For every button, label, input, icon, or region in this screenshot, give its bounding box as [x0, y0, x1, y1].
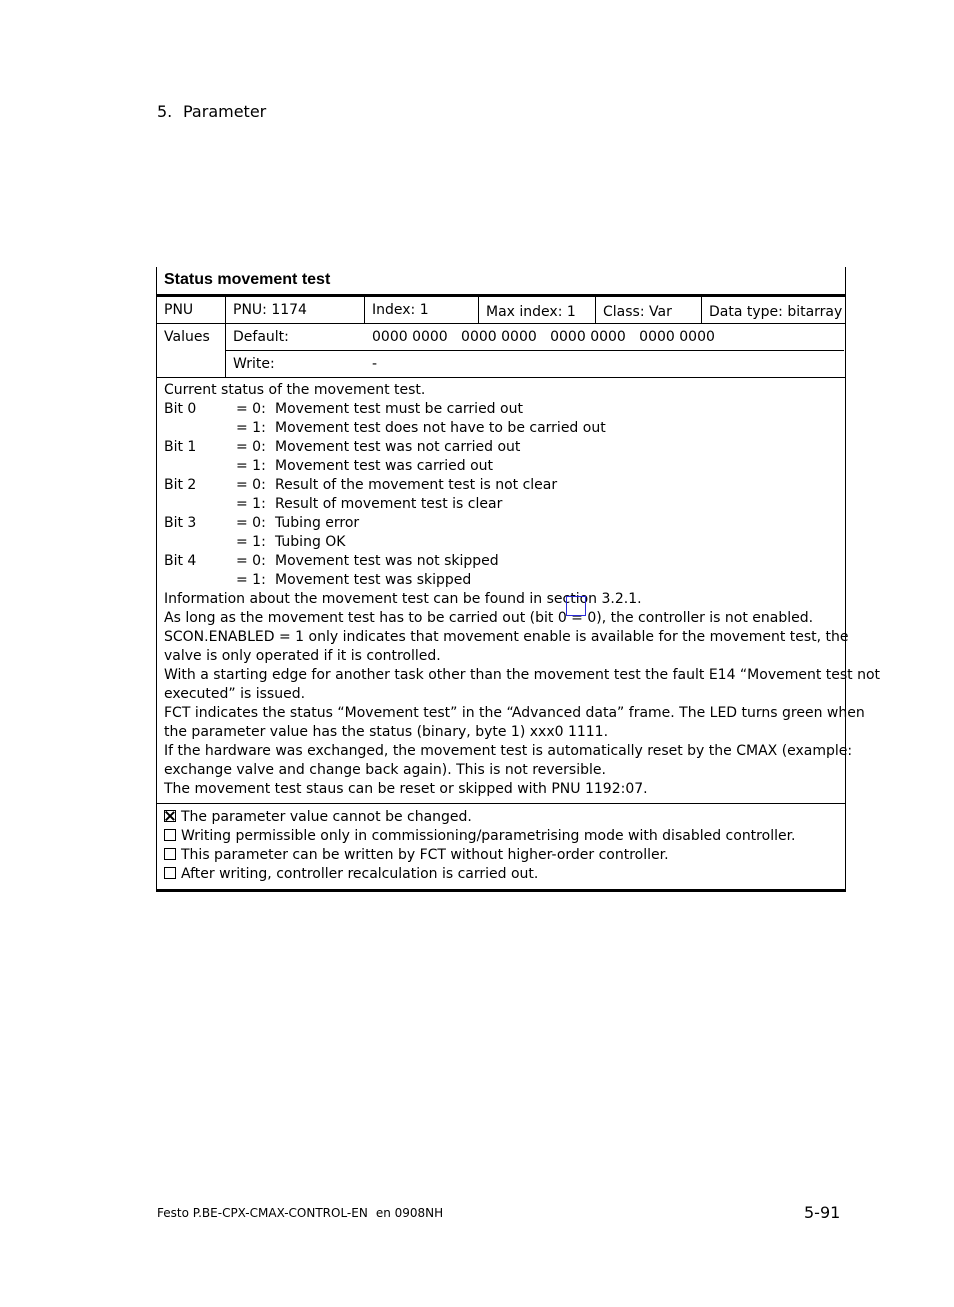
write-value: - [372, 356, 378, 372]
bit-row [164, 476, 838, 495]
bit-equals: = 1: [236, 534, 266, 550]
property-item [164, 808, 838, 827]
checked-box-icon [164, 810, 176, 822]
property-text: The parameter value cannot be changed. [181, 809, 472, 825]
section-link-highlight[interactable] [566, 596, 586, 616]
bit-text: Movement test was not skipped [275, 553, 499, 569]
footer-document-id [157, 1206, 443, 1220]
bit-text: Tubing error [275, 515, 360, 531]
bit-equals: = 1: [236, 420, 266, 436]
property-text: Writing permissible only in commissioning/parametrising mode with disabled controller. [181, 828, 796, 844]
description-line: If the hardware was exchanged, the movement test is automatically reset by the CMAX (example: [164, 743, 853, 759]
default-value: 0000 0000 0000 0000 0000 0000 0000 0000 [372, 329, 715, 345]
unchecked-box-icon [164, 829, 176, 841]
default-row [225, 324, 844, 351]
property-item [164, 827, 838, 846]
section-reference-text: Information about the movement test can be found in section 3.2.1. [164, 591, 642, 607]
bit-row [164, 514, 838, 533]
bit-row [164, 495, 838, 514]
values-label: Values [164, 329, 210, 345]
page-number: 5-91 [804, 1203, 841, 1222]
parameter-table [156, 267, 881, 892]
description-line: valve is only operated if it is controlled. [164, 648, 441, 664]
description-line: executed” is issued. [164, 686, 306, 702]
bit-text: Movement test was carried out [275, 458, 494, 474]
bit-row [164, 552, 838, 571]
bit-equals: = 0: [236, 401, 266, 417]
bit-label: Bit 0 [164, 401, 197, 417]
pnu-row [157, 297, 845, 324]
description-block [157, 378, 881, 804]
bit-row [164, 457, 838, 476]
pnu-value: PNU: 1174 [225, 297, 364, 323]
bit-label: Bit 1 [164, 439, 197, 455]
write-label: Write: [233, 356, 275, 372]
bit-row [164, 533, 838, 552]
bit-label: Bit 4 [164, 553, 197, 569]
bit-row [164, 438, 838, 457]
bit-equals: = 1: [236, 572, 266, 588]
bit-text: Tubing OK [275, 534, 346, 550]
bit-equals: = 0: [236, 553, 266, 569]
pnu-label: PNU [164, 302, 194, 318]
bit-text: Movement test must be carried out [275, 401, 523, 417]
section-header [157, 102, 266, 121]
bit-text: Result of movement test is clear [275, 496, 503, 512]
property-text: This parameter can be written by FCT without higher-order controller. [181, 847, 669, 863]
description-line: The movement test staus can be reset or skipped with PNU 1192:07. [164, 781, 648, 797]
description-intro: Current status of the movement test. [164, 382, 426, 398]
bit-row [164, 571, 838, 590]
class-value: Class: Var [595, 297, 701, 323]
footer-doc-id: Festo P.BE-CPX-CMAX-CONTROL-EN [157, 1206, 368, 1220]
bit-label: Bit 3 [164, 515, 197, 531]
description-line: exchange valve and change back again). This is not reversible. [164, 762, 606, 778]
bit-row [164, 400, 838, 419]
section-title: Parameter [183, 102, 267, 121]
description-line: As long as the movement test has to be carried out (bit 0 = 0), the controller is not enabled. [164, 610, 814, 626]
description-line: SCON.ENABLED = 1 only indicates that movement enable is available for the movement test, the [164, 629, 849, 645]
footer-version: en 0908NH [375, 1206, 444, 1220]
property-item [164, 865, 838, 884]
bit-equals: = 1: [236, 496, 266, 512]
bit-text: Movement test was not carried out [275, 439, 521, 455]
values-block [157, 324, 845, 378]
parameter-title: Status movement test [157, 267, 845, 297]
data-type-value: Data type: bitarray [701, 297, 843, 323]
bit-text: Movement test does not have to be carried out [275, 420, 606, 436]
description-line: FCT indicates the status “Movement test” in the “Advanced data” frame. The LED turns green when [164, 705, 865, 721]
default-label: Default: [233, 329, 289, 345]
description-line: the parameter value has the status (binary, byte 1) xxx0 1111. [164, 724, 609, 740]
bit-equals: = 0: [236, 515, 266, 531]
bit-text: Result of the movement test is not clear [275, 477, 558, 493]
unchecked-box-icon [164, 867, 176, 879]
bit-label: Bit 2 [164, 477, 197, 493]
property-item [164, 846, 838, 865]
bit-equals: = 0: [236, 439, 266, 455]
bit-equals: = 1: [236, 458, 266, 474]
bit-text: Movement test was skipped [275, 572, 472, 588]
bit-row [164, 419, 838, 438]
properties-block [157, 804, 845, 889]
unchecked-box-icon [164, 848, 176, 860]
write-row [225, 351, 844, 377]
property-text: After writing, controller recalculation is carried out. [181, 866, 539, 882]
section-number: 5. [157, 102, 173, 121]
description-line: With a starting edge for another task other than the movement test the fault E14 “Movement test not [164, 667, 881, 683]
bit-equals: = 0: [236, 477, 266, 493]
index-value: Index: 1 [364, 297, 478, 323]
max-index-value: Max index: 1 [478, 297, 595, 323]
